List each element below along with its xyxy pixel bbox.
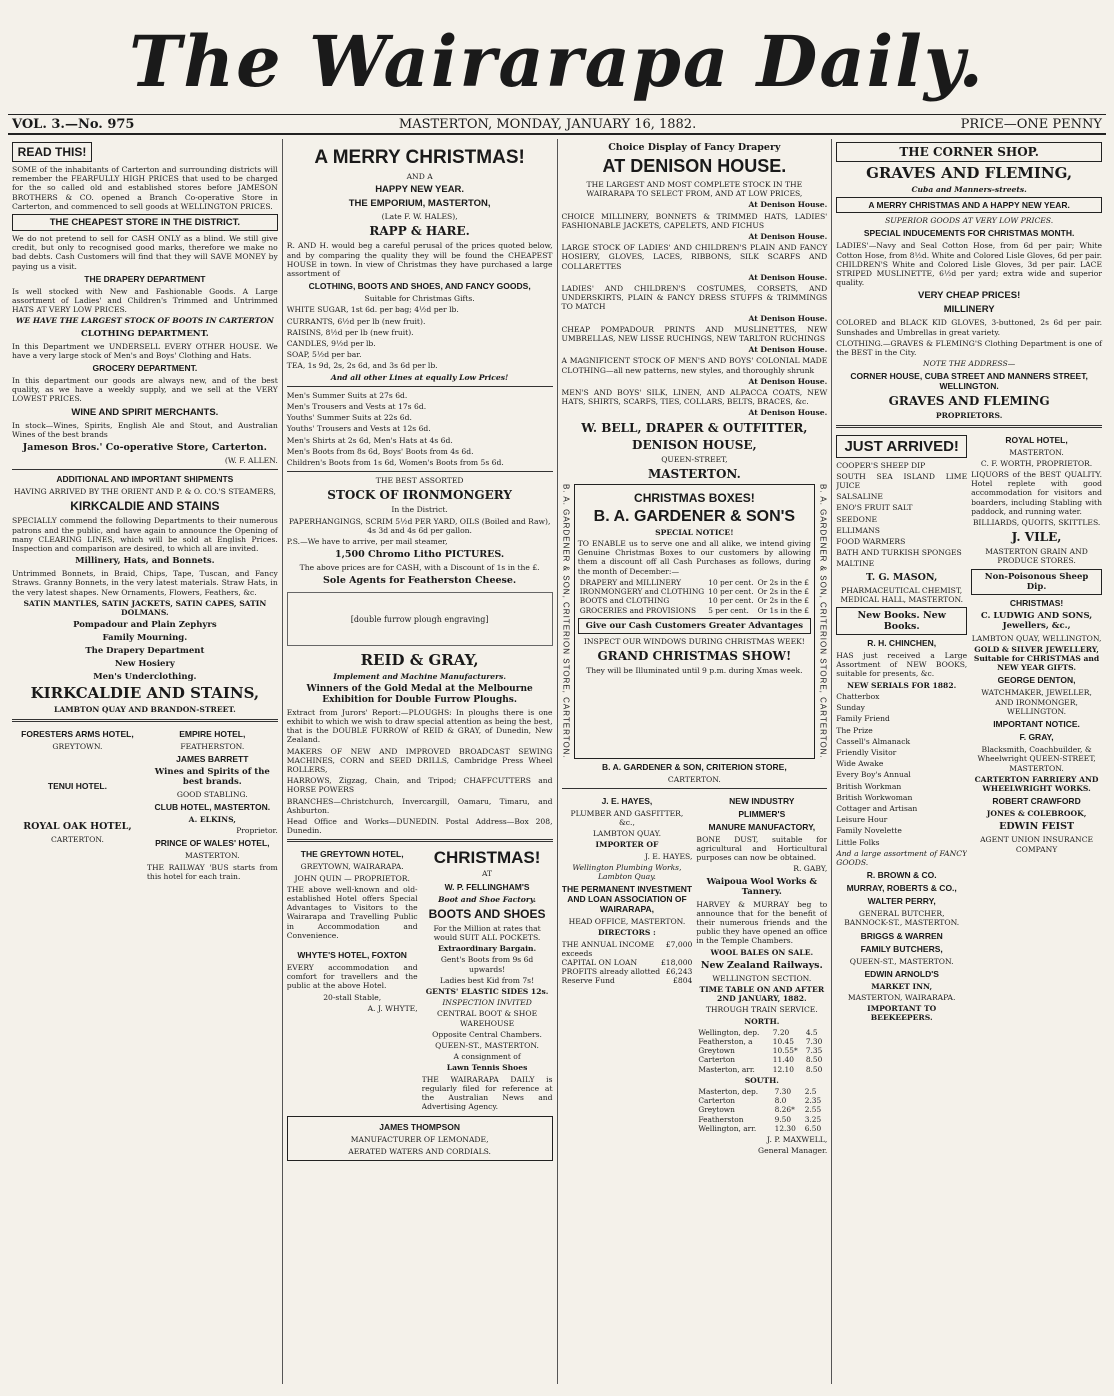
gray-sub: Blacksmith, Coachbuilder, & Wheelwright QUEEN-STREET, MASTERTON. bbox=[977, 745, 1096, 773]
table-row: Greytown 10.55* 7.35 bbox=[698, 1046, 823, 1056]
christmas-boxes: CHRISTMAS BOXES! bbox=[634, 490, 755, 505]
arrived-item: SOUTH SEA ISLAND LIME JUICE bbox=[836, 471, 968, 491]
masthead bbox=[8, 6, 1106, 115]
south-timetable bbox=[696, 1087, 827, 1133]
divider bbox=[562, 788, 828, 789]
kirkcaldie-heading: KIRKCALDIE AND STAINS bbox=[70, 499, 220, 514]
for-million: For the Million at rates that would SUIT ALL POCKETS. bbox=[433, 923, 541, 942]
read-this-heading: READ THIS! bbox=[12, 142, 92, 162]
wool-bales: WOOL BALES ON SALE. bbox=[710, 947, 814, 957]
serial-item: British Workman bbox=[836, 781, 902, 791]
largest-stock: THE LARGEST AND MOST COMPLETE STOCK IN THE WAIRARAPA TO SELECT FROM, AND AT LOW PRICES, bbox=[586, 180, 803, 199]
table-row: Featherston, a 10.45 7.30 bbox=[698, 1037, 823, 1046]
sheep-dip: Non-Poisonous Sheep Dip. bbox=[971, 569, 1102, 595]
stalls: 20-stall Stable, bbox=[323, 992, 382, 1002]
elkins-name: A. ELKINS, bbox=[188, 814, 236, 824]
plough-illustration bbox=[287, 592, 553, 646]
boots-shoes-heading: BOOTS AND SHOES bbox=[428, 906, 546, 921]
column-4 bbox=[832, 139, 1106, 1384]
kirkcaldie-footer: KIRKCALDIE AND STAINS, bbox=[30, 684, 260, 703]
bell-heading: W. BELL, DRAPER & OUTFITTER, bbox=[581, 420, 808, 435]
graves-fleming: GRAVES AND FLEMING, bbox=[866, 164, 1073, 182]
newspaper-page bbox=[8, 6, 1106, 1384]
murray-roberts: MURRAY, ROBERTS & CO., bbox=[846, 883, 957, 894]
denison-house-heading: AT DENISON HOUSE. bbox=[602, 156, 787, 176]
gardener-ad bbox=[562, 484, 828, 759]
waipoua: Waipoua Wool Works & Tannery. bbox=[706, 876, 818, 897]
serial-item: Cottager and Artisan bbox=[836, 803, 918, 813]
divider bbox=[12, 719, 278, 722]
masterton: MASTERTON. bbox=[647, 466, 741, 481]
denton-sub: WATCHMAKER, JEWELLER, AND IRONMONGER, WELLINGTON. bbox=[981, 688, 1092, 716]
fund-row: Reserve Fund £804 bbox=[561, 976, 693, 986]
all-other-lines: And all other Lines at equally Low Prices! bbox=[330, 372, 509, 382]
ladies-kid: Ladies best Kid from 7s! bbox=[439, 975, 535, 985]
head-office: HEAD OFFICE, MASTERTON. bbox=[568, 917, 686, 927]
inspection: INSPECTION INVITED bbox=[442, 998, 532, 1008]
briggs-warren: BRIGGS & WARREN bbox=[860, 930, 943, 941]
arrived-item: SALSALINE bbox=[836, 492, 883, 502]
serial-item: Little Folks bbox=[836, 837, 880, 847]
mason-name: T. G. MASON, bbox=[866, 571, 938, 583]
jameson-intro: SOME of the inhabitants of Carterton and surrounding districts will remember the FEARFULLY HIGH PRICES that used to be charged for the so called old and established stores before JAMESON BROTHERS & CO. opened a Branch Co-operative Store in Carterton, and commenced to sell goods at WELLINGTON PRICES. bbox=[12, 165, 278, 211]
new-books: New Books. New Books. bbox=[836, 607, 967, 635]
millinery-heading: Millinery, Hats, and Bonnets. bbox=[75, 556, 215, 567]
wines-heading: Wines and Spirits of the best brands. bbox=[154, 766, 270, 787]
gaby: R. GABY, bbox=[793, 864, 828, 874]
lambton-quay: LAMBTON QUAY. bbox=[592, 829, 662, 839]
walter-sub: GENERAL BUTCHER, BANNOCK-ST., MASTERTON. bbox=[844, 909, 960, 928]
plumber: PLUMBER AND GASFITTER, &c., bbox=[570, 808, 684, 827]
hayes-name: J. E. HAYES, bbox=[601, 795, 653, 806]
serial-item: Sunday bbox=[836, 703, 865, 713]
importer: IMPORTER OF bbox=[595, 840, 659, 850]
serial-item: Chatterbox bbox=[836, 691, 880, 701]
gardener-footer: B. A. GARDENER & SON, CRITERION STORE, bbox=[602, 761, 787, 772]
column-1 bbox=[8, 139, 283, 1384]
maxwell: J. P. MAXWELL, bbox=[767, 1135, 828, 1145]
walter-perry: WALTER PERRY, bbox=[867, 896, 936, 907]
cheapest-body: We do not pretend to sell for CASH ONLY as a blind. We still give credit, but only to recognised good marks, therefore we make no bad debts. Cash Customers will find that they will SAVE MONEY by paying us a visit. bbox=[12, 234, 278, 271]
happy-new-year: HAPPY NEW YEAR. bbox=[375, 184, 465, 196]
queen-st: QUEEN-ST., MASTERTON. bbox=[849, 956, 954, 966]
greytown-location: GREYTOWN, WAIRARAPA. bbox=[300, 862, 404, 872]
important-notice: IMPORTANT NOTICE. bbox=[993, 719, 1080, 730]
special-inducements: SPECIAL INDUCEMENTS FOR CHRISTMAS MONTH. bbox=[863, 228, 1075, 239]
whyte-signature: A. J. WHYTE, bbox=[367, 1003, 418, 1013]
elkins-title: Proprietor. bbox=[236, 826, 278, 836]
column-3 bbox=[558, 139, 833, 1384]
divider bbox=[287, 839, 553, 842]
gents-boots: Gent's Boots from 9s 6d upwards! bbox=[440, 955, 534, 974]
harvey-murray: HARVEY & MURRAY beg to announce that for the benefit of their numerous friends and the public they have opened an office in the Temple Chambers. bbox=[696, 899, 828, 946]
bone-dust: BONE DUST, suitable for agricultural and Horticultural purposes can now be obtained. bbox=[696, 834, 828, 863]
discount-table bbox=[578, 578, 811, 615]
arrived-item: MALTINE bbox=[836, 559, 875, 569]
royal-oak-location: CARTERTON. bbox=[50, 834, 104, 844]
divider bbox=[287, 471, 553, 472]
beekeepers: IMPORTANT TO BEEKEEPERS. bbox=[867, 1004, 937, 1023]
denison-item: LADIES' AND CHILDREN'S COSTUMES, CORSETS, AND UNDERSKIRTS, PLAIN & FANCY DRESS STUFFS & TRIMMINGS TO MATCH bbox=[561, 284, 828, 312]
good-stabling: GOOD STABLING. bbox=[176, 789, 248, 799]
denton-name: GEORGE DENTON, bbox=[997, 675, 1076, 686]
jameson-signature: (W. F. ALLEN. bbox=[224, 456, 278, 466]
table-row: IRONMONGERY and CLOTHING 10 per cent. Or 2s in the £ bbox=[579, 587, 810, 597]
inspect-windows: INSPECT OUR WINDOWS DURING CHRISTMAS WEEK! bbox=[583, 636, 805, 646]
mantles-line: SATIN MANTLES, SATIN JACKETS, SATIN CAPES, SATIN DOLMANS. bbox=[23, 598, 267, 618]
gardener-body-box bbox=[574, 484, 815, 759]
family-butchers: FAMILY BUTCHERS, bbox=[860, 943, 943, 954]
brown-co: R. BROWN & CO. bbox=[866, 870, 937, 881]
arrived-item: BATH AND TURKISH SPONGES bbox=[836, 548, 962, 558]
suit-item: Men's Shirts at 2s 6d, Men's Hats at 4s 6d. bbox=[286, 435, 453, 445]
empire-heading: EMPIRE HOTEL, bbox=[179, 728, 246, 739]
arrived-item: COOPER'S SHEEP DIP bbox=[836, 460, 926, 470]
serial-item: Family Friend bbox=[836, 714, 890, 724]
drapery2-heading: The Drapery Department bbox=[85, 646, 205, 657]
denison-item: MEN'S AND BOYS' SILK, LINEN, AND ALPACCA COATS, NEW HATS, SHIRTS, SCARFS, TIES, COLLARS, BELTS, BRACES, &c. bbox=[561, 388, 828, 407]
gray-name: F. GRAY, bbox=[1019, 732, 1054, 743]
and-a: AND A bbox=[406, 172, 433, 181]
at-denison: At Denison House. bbox=[748, 232, 828, 242]
table-row: GROCERIES and PROVISIONS 5 per cent. Or 1s in the £ bbox=[579, 605, 810, 615]
illuminated: They will be Illuminated until 9 p.m. during Xmas week. bbox=[586, 665, 803, 675]
reid-gray-sub: Implement and Machine Manufacturers. bbox=[333, 672, 507, 682]
superior-goods: SUPERIOR GOODS AT VERY LOW PRICES. bbox=[885, 216, 1054, 226]
serial-item: Friendly Visitor bbox=[836, 747, 897, 757]
serial-item: Cassell's Almanack bbox=[836, 736, 911, 746]
table-row: Carterton 11.40 8.50 bbox=[698, 1055, 823, 1065]
table-row: Carterton 8.0 2.35 bbox=[698, 1096, 822, 1106]
corner-shop: THE CORNER SHOP. bbox=[836, 142, 1102, 162]
whytes-heading: WHYTE'S HOTEL, FOXTON bbox=[297, 949, 407, 960]
divider bbox=[836, 425, 1102, 428]
at-denison: At Denison House. bbox=[748, 272, 828, 282]
denison-item: LARGE STOCK OF LADIES' AND CHILDREN'S PLAIN AND FANCY HOSIERY, GLOVES, LACES, RIBBONS, SILK SCARFS AND COLLARETTES bbox=[561, 243, 828, 271]
cuba-manners: Cuba and Manners-streets. bbox=[911, 185, 1027, 194]
railway-bus: THE RAILWAY 'BUS starts from this hotel for each train. bbox=[146, 862, 278, 881]
best-assorted: THE BEST ASSORTED bbox=[375, 476, 464, 486]
plough-caption: [double furrow plough engraving] bbox=[350, 614, 489, 624]
fund-row: PROFITS already allotted £6,243 bbox=[561, 967, 693, 977]
ps-note: P.S.—We have to arrive, per mail steamer, bbox=[286, 537, 448, 547]
union-insurance: AGENT UNION INSURANCE COMPANY bbox=[980, 835, 1094, 854]
grocery-body: In this department our goods are always new, and of the best quality, as we have a weekly supply, and we sell at the VERY LOWEST PRICES. bbox=[12, 376, 278, 404]
vile-name: J. VILE, bbox=[1011, 530, 1062, 545]
greytown-heading: THE GREYTOWN HOTEL, bbox=[300, 849, 404, 860]
carterton: CARTERTON. bbox=[667, 774, 721, 784]
column-2 bbox=[283, 139, 558, 1384]
late-hales: (Late F. W. HALES), bbox=[381, 212, 458, 222]
market-inn: MARKET INN, bbox=[871, 981, 933, 991]
prince-heading: PRINCE OF WALES' HOTEL, bbox=[155, 838, 270, 849]
table-row: Masterton, dep. 7.30 2.5 bbox=[698, 1087, 817, 1097]
table-row: Wellington, arr. 12.30 6.50 bbox=[698, 1123, 822, 1133]
at: AT bbox=[481, 869, 493, 879]
tennis-shoes: Lawn Tennis Shoes bbox=[446, 1063, 528, 1073]
new-industry: NEW INDUSTRY bbox=[729, 795, 795, 806]
gardener-vertical-right: B. A. GARDENER & SON, CRITERION STORE, CARTERTON. bbox=[818, 483, 828, 759]
divider bbox=[287, 386, 553, 387]
worth: C. F. WORTH, PROPRIETOR. bbox=[980, 458, 1093, 468]
columns bbox=[8, 139, 1106, 1384]
very-cheap: VERY CHEAP PRICES! bbox=[918, 290, 1021, 302]
whytes-body: EVERY accommodation and comfort for travellers and the public at the above Hotel. bbox=[286, 962, 418, 991]
table-row: Wellington, dep. 7.20 4.5 bbox=[698, 1027, 818, 1037]
feist: EDWIN FEIST bbox=[999, 821, 1075, 833]
at-denison: At Denison House. bbox=[748, 376, 828, 386]
merry-christmas: A MERRY CHRISTMAS AND A HAPPY NEW YEAR. bbox=[836, 197, 1102, 213]
clothing-body: In this Department we UNDERSELL EVERY OTHER HOUSE. We have a very large stock of Men's and Boys' Clothing and Hats. bbox=[12, 341, 278, 360]
price-item: CURRANTS, 6½d per lb (new fruit). bbox=[286, 316, 426, 326]
queen-street: QUEEN-ST., MASTERTON. bbox=[435, 1040, 539, 1050]
denison-house-name: DENISON HOUSE, bbox=[632, 437, 757, 452]
table-row: BOOTS and CLOTHING 10 per cent. Or 2s in the £ bbox=[579, 596, 810, 606]
makers: MAKERS OF NEW AND IMPROVED BROADCAST SEWING MACHINES, CORN and SEED DRILLS, Cambridge Press Wheel ROLLERS, bbox=[286, 746, 553, 774]
serial-item: Wide Awake bbox=[836, 759, 884, 769]
millinery-body: Untrimmed Bonnets, in Braid, Chips, Tape, Tuscan, and Fancy Straws. Granny Bonnets, in the very latest materials. Straw Hats, in the very latest shapes. New Ornaments, Flowers, Feathers, &c. bbox=[12, 569, 278, 597]
mourning-heading: Family Mourning. bbox=[102, 633, 188, 644]
issue-date: MASTERTON, MONDAY, JANUARY 16, 1882. bbox=[398, 116, 697, 132]
prince-location: MASTERTON. bbox=[185, 851, 240, 861]
central-warehouse: CENTRAL BOOT & SHOE WAREHOUSE bbox=[436, 1009, 538, 1028]
reid-gray-body: Extract from Jurors' Report:—PLOUGHS: In ploughs there is one exhibit to which we wish to draw special attention as being the best, that is the DOUBLE FURROW of REID & GRAY, of Dunedin, New Zealand. bbox=[286, 707, 553, 745]
ludwig-location: LAMBTON QUAY, WELLINGTON, bbox=[971, 633, 1102, 643]
empire-location: FEATHERSTON. bbox=[180, 741, 245, 751]
tenui-heading: TENUI HOTEL. bbox=[47, 780, 107, 791]
ironmongery-heading: STOCK OF IRONMONGERY bbox=[327, 488, 512, 503]
chinchen-name: R. H. CHINCHEN, bbox=[867, 638, 937, 649]
wine-heading: WINE AND SPIRIT MERCHANTS. bbox=[71, 406, 219, 418]
foresters-heading: FORESTERS ARMS HOTEL, bbox=[21, 728, 134, 739]
arrived-item: SEEDONE bbox=[836, 514, 878, 524]
denison-item: CHEAP POMPADOUR PRINTS AND MUSLINETTES, NEW UMBRELLAS, NEW LISSE RUCHINGS, NEW TARLTON RUCHINGS bbox=[561, 324, 828, 344]
hayes-signature: J. E. HAYES, bbox=[645, 851, 693, 861]
rapp-hare-heading: RAPP & HARE. bbox=[369, 224, 470, 239]
arrived-item: ENO'S FRUIT SALT bbox=[836, 503, 913, 513]
price-item: WHITE SUGAR, 1st 6d. per bag; 4½d per lb. bbox=[286, 305, 459, 315]
jameson-store-name: Jameson Bros.' Co-operative Store, Carterton. bbox=[22, 442, 267, 454]
crawford: ROBERT CRAWFORD bbox=[992, 796, 1081, 807]
serial-item: Every Boy's Annual bbox=[836, 770, 911, 780]
price: PRICE—ONE PENNY bbox=[960, 116, 1102, 132]
market-masterton: MASTERTON, WAIRARAPA. bbox=[847, 992, 956, 1002]
christmas: CHRISTMAS! bbox=[1009, 597, 1064, 608]
boot-factory: Boot and Shoe Factory. bbox=[438, 894, 537, 904]
new-serials: NEW SERIALS FOR 1882. bbox=[847, 680, 957, 690]
wairarapa-daily-notice: THE WAIRARAPA DAILY is regularly filed for reference at the Australian News and Advertising Agency. bbox=[421, 1074, 553, 1112]
divider bbox=[12, 469, 278, 470]
hayes-sub: Wellington Plumbing Works, Lambton Quay. bbox=[572, 862, 682, 881]
barrett-name: JAMES BARRETT bbox=[176, 753, 249, 764]
underclothing-heading: Men's Underclothing. bbox=[93, 672, 197, 683]
through-service: THROUGH TRAIN SERVICE. bbox=[705, 1005, 818, 1015]
millinery: MILLINERY bbox=[943, 304, 995, 316]
denison-item: A MAGNIFICENT STOCK OF MEN'S AND BOYS' COLONIAL MADE CLOTHING—all new patterns, new styles, and thoroughly shrunk bbox=[561, 356, 828, 375]
suit-item: Youths' Summer Suits at 22s 6d. bbox=[286, 413, 412, 423]
colebrook: JONES & COLEBROOK, bbox=[986, 809, 1087, 819]
royal-location: MASTERTON. bbox=[1009, 447, 1064, 457]
vile-sub: MASTERTON GRAIN AND PRODUCE STORES. bbox=[985, 547, 1088, 566]
clothing-heading: CLOTHING DEPARTMENT. bbox=[80, 328, 209, 339]
drapery-heading: THE DRAPERY DEPARTMENT bbox=[84, 273, 206, 284]
elastic-sides: GENTS' ELASTIC SIDES 12s. bbox=[425, 986, 549, 996]
volume-number: VOL. 3.—No. 975 bbox=[12, 116, 135, 132]
graves-body: LADIES'—Navy and Seal Cotton Hose, from 6d per pair; White Cotton Hose, from 8½d. White and Colored Lisle Gloves, 6d per pair. CHILDREN'S White and Colored Lisle Gloves, 3d per pair. LACE STRIPED MUSLINETTE, 6½d per yard; extra wide and superior quality. bbox=[836, 241, 1102, 288]
north-label: NORTH. bbox=[744, 1016, 780, 1026]
fund-row: THE ANNUAL INCOME exceeds £7,000 bbox=[561, 939, 693, 958]
mason-sub: PHARMACEUTICAL CHEMIST, MEDICAL HALL, MASTERTON. bbox=[840, 585, 964, 604]
grocery-heading: GROCERY DEPARTMENT. bbox=[92, 363, 198, 374]
pompadour-heading: Pompadour and Plain Zephyrs bbox=[73, 620, 217, 631]
christmas-heading: CHRISTMAS! bbox=[433, 848, 541, 868]
reid-gray-heading: REID & GRAY, bbox=[360, 651, 479, 670]
gardener-vertical-left: B. A. GARDENER & SON, CRITERION STORE, CARTERTON. bbox=[561, 483, 571, 759]
arrived-line: HAVING ARRIVED BY THE ORIENT AND P. & O. CO.'S STEAMERS, bbox=[13, 487, 276, 497]
railways-heading: New Zealand Railways. bbox=[700, 959, 823, 971]
suit-item: Youths' Trousers and Vests at 12s 6d. bbox=[286, 424, 431, 434]
paperhangings: PAPERHANGINGS, SCRIM 5½d PER YARD, OILS (Boiled and Raw), 4s 3d and 4s 6d per gallon. bbox=[288, 516, 551, 535]
at-denison: At Denison House. bbox=[748, 313, 828, 323]
boots-line: WE HAVE THE LARGEST STOCK OF BOOTS IN CARTERTON bbox=[15, 316, 274, 326]
price-list bbox=[287, 305, 553, 370]
merry-christmas-heading: A MERRY CHRISTMAS! bbox=[314, 147, 525, 168]
fancy-goods: And a large assortment of FANCY GOODS. bbox=[836, 848, 968, 867]
give-cash: Give our Cash Customers Greater Advantages bbox=[578, 618, 811, 634]
serial-item: Leisure Hour bbox=[836, 815, 888, 825]
foresters-location: GREYTOWN. bbox=[52, 741, 103, 751]
chinchen-body: HAS just received a Large Assortment of NEW BOOKS, suitable for presents, &c. bbox=[836, 651, 968, 679]
general-manager: General Manager. bbox=[758, 1146, 828, 1156]
greytown-body: THE above well-known and old-established Hotel offers Special Advantages to Visitors to the Wairarapa and Travelling Public in Accommodation and Convenience. bbox=[286, 884, 418, 940]
edwin-arnold: EDWIN ARNOLD'S bbox=[864, 968, 939, 979]
clothing-boots-heading: CLOTHING, BOOTS AND SHOES, AND FANCY GOODS, bbox=[308, 281, 531, 292]
royal-hotel: ROYAL HOTEL, bbox=[1005, 434, 1068, 445]
gold-silver: GOLD & SILVER JEWELLERY, Suitable for CHRISTMAS and NEW YEAR GIFTS. bbox=[973, 644, 1100, 673]
in-district: In the District. bbox=[391, 505, 448, 515]
ludwig: C. LUDWIG AND SONS, Jewellers, &c., bbox=[980, 610, 1093, 631]
opposite-chambers: Opposite Central Chambers. bbox=[432, 1029, 542, 1039]
lower-col4 bbox=[836, 432, 1102, 1025]
dateline bbox=[8, 115, 1106, 135]
price-item: CANDLES, 9½d per lb. bbox=[286, 339, 376, 349]
chromo-pictures: 1,500 Chromo Litho PICTURES. bbox=[334, 549, 505, 561]
emporium-heading: THE EMPORIUM, MASTERTON, bbox=[348, 198, 491, 210]
suits-list bbox=[287, 391, 553, 467]
at-denison: At Denison House. bbox=[748, 200, 828, 210]
suit-item: Children's Boots from 1s 6d, Women's Boots from 5s 6d. bbox=[286, 458, 504, 468]
head-office: Head Office and Works—DUNEDIN. Postal Address—Box 208, Dunedin. bbox=[286, 816, 553, 836]
gold-medal: Winners of the Gold Medal at the Melbourne Exhibition for Double Furrow Ploughs. bbox=[306, 683, 533, 705]
price-item: TEA, 1s 9d, 2s, 2s 6d, and 3s 6d per lb. bbox=[286, 361, 438, 371]
wine-body: In stock—Wines, Spirits, English Ale and Stout, and Australian Wines of the best brands bbox=[12, 420, 278, 439]
permanent-investment: THE PERMANENT INVESTMENT AND LOAN ASSOCIATION OF WAIRARAPA, bbox=[561, 884, 693, 915]
royal-body: LIQUORS of the BEST QUALITY. Hotel replete with good accommodation for visitors and boarders, including Stabling with paddock, and running water. bbox=[971, 470, 1102, 516]
newspaper-title: The Wairarapa Daily. bbox=[129, 20, 985, 103]
lemonade: MANUFACTURER OF LEMONADE, bbox=[350, 1135, 489, 1145]
rapp-hare-body: R. AND H. would beg a careful perusal of the prices quoted below, and by comparing the quality they will be found the CHEAPEST HOUSE in town. In view of Christmas they have purchased a large assortment of bbox=[286, 241, 553, 279]
timetable-heading: TIME TABLE ON AND AFTER 2ND JANUARY, 1882. bbox=[699, 984, 825, 1004]
sole-agents: Sole Agents for Featherston Cheese. bbox=[323, 575, 517, 587]
choice-display: Choice Display of Fancy Drapery bbox=[608, 142, 781, 153]
grand-show: GRAND CHRISTMAS SHOW! bbox=[597, 648, 792, 663]
corner-address: CORNER HOUSE, CUBA STREET AND MANNERS STREET, WELLINGTON. bbox=[850, 371, 1088, 392]
farriery: CARTERTON FARRIERY AND WHEELWRIGHT WORKS. bbox=[974, 774, 1099, 793]
arrived-item: ELLIMANS bbox=[836, 525, 880, 535]
special-notice: SPECIAL NOTICE! bbox=[655, 527, 734, 537]
hosiery-heading: New Hosiery bbox=[114, 659, 175, 670]
denison-item: CHOICE MILLINERY, BONNETS & TRIMMED HATS, LADIES' FASHIONABLE JACKETS, CAPELETS, AND FICHUS bbox=[561, 211, 828, 230]
price-item: SOAP, 5½d per bar. bbox=[286, 350, 362, 360]
just-arrived: JUST ARRIVED! bbox=[836, 435, 967, 458]
additional-heading: ADDITIONAL AND IMPORTANT SHIPMENTS bbox=[56, 474, 234, 485]
plimmers: PLIMMER'S bbox=[738, 808, 786, 819]
billiards: BILLIARDS, QUOITS, SKITTLES. bbox=[972, 518, 1101, 528]
directors: DIRECTORS : bbox=[598, 928, 656, 938]
north-timetable bbox=[696, 1028, 827, 1074]
lower-col2 bbox=[287, 846, 553, 1113]
serial-item: The Prize bbox=[836, 725, 873, 735]
suit-item: Men's Boots from 8s 6d, Boys' Boots from 4s 6d. bbox=[286, 446, 474, 456]
cash-discount-note: The above prices are for CASH, with a Discount of 1s in the £. bbox=[299, 563, 540, 573]
wellington-section: WELLINGTON SECTION. bbox=[712, 973, 812, 983]
arrived-item: FOOD WARMERS bbox=[836, 537, 906, 547]
graves-fleming-footer: GRAVES AND FLEMING bbox=[888, 394, 1050, 409]
gardener-name: B. A. GARDENER & SON'S bbox=[593, 507, 796, 525]
thompson-ad bbox=[287, 1116, 553, 1160]
queen-street: QUEEN-STREET, bbox=[661, 454, 728, 464]
kirkcaldie-body: SPECIALLY commend the following Departments to their numerous patrons and the public, and have again to announce the Opening of many CLEARING LINES, which will be sold at English Prices. Inspection and comparison are desired, to which all are invited. bbox=[12, 516, 278, 554]
lower-col3 bbox=[562, 793, 828, 1158]
table-row: Masterton, arr. 12.10 8.50 bbox=[698, 1064, 823, 1074]
serial-item: Family Novelette bbox=[836, 826, 902, 836]
extraordinary: Extraordinary Bargain. bbox=[438, 944, 537, 954]
royal-oak-heading: ROYAL OAK HOTEL, bbox=[23, 820, 132, 832]
price-item: RAISINS, 8½d per lb (new fruit). bbox=[286, 327, 414, 337]
hotels-block bbox=[12, 726, 278, 883]
serial-item: British Workwoman bbox=[836, 792, 913, 802]
kirkcaldie-address: LAMBTON QUAY AND BRANDON-STREET. bbox=[54, 705, 236, 715]
table-row: DRAPERY and MILLINERY 10 per cent. Or 2s in the £ bbox=[579, 577, 810, 587]
at-denison: At Denison House. bbox=[748, 408, 828, 418]
harrows: HARROWS, Zigzag, Chain, and Tripod; CHAFFCUTTERS and HORSE POWERS bbox=[286, 776, 553, 795]
suitable-gifts: Suitable for Christmas Gifts. bbox=[364, 294, 475, 304]
at-denison: At Denison House. bbox=[748, 345, 828, 355]
note-address: NOTE THE ADDRESS— bbox=[922, 359, 1016, 369]
table-row: Greytown 8.26* 2.55 bbox=[698, 1105, 822, 1115]
aerated: AERATED WATERS AND CORDIALS. bbox=[348, 1146, 491, 1156]
clothing-body: CLOTHING.—GRAVES & FLEMING'S Clothing Department is one of the BEST in the City. bbox=[836, 338, 1102, 358]
suit-item: Men's Trousers and Vests at 17s 6d. bbox=[286, 402, 427, 412]
branches: BRANCHES—Christchurch, Invercargill, Oamaru, Timaru, and Ashburton. bbox=[286, 796, 553, 815]
south-label: SOUTH. bbox=[744, 1075, 779, 1085]
proprietors: PROPRIETORS. bbox=[935, 411, 1003, 421]
suit-item: Men's Summer Suits at 27s 6d. bbox=[286, 390, 408, 400]
consignment: A consignment of bbox=[453, 1052, 521, 1062]
fund-row: CAPITAL ON LOAN £18,000 bbox=[561, 957, 693, 967]
club-hotel-heading: CLUB HOTEL, MASTERTON. bbox=[154, 801, 271, 812]
cheapest-store-heading: THE CHEAPEST STORE IN THE DISTRICT. bbox=[12, 214, 278, 231]
thompson-name: JAMES THOMPSON bbox=[379, 1122, 460, 1133]
gardener-body: TO ENABLE us to serve one and all alike, we intend giving Genuine Christmas Boxes to our customers by allowing them a discount off all Cash Purchases as follows, during the month of December:— bbox=[577, 539, 812, 576]
fellingham-name: W. P. FELLINGHAM'S bbox=[444, 881, 530, 892]
millinery-body: COLORED and BLACK KID GLOVES, 3-buttoned, 2s 6d per pair. Sunshades and Umbrellas in great variety. bbox=[836, 318, 1102, 337]
john-quin: JOHN QUIN — PROPRIETOR. bbox=[294, 873, 410, 883]
drapery-body: Is well stocked with New and Fashionable Goods. A Large assortment of Ladies' and Children's Trimmed and Untrimmed HATS AT VERY LOW PRICES. bbox=[12, 286, 278, 315]
manure-factory: MANURE MANUFACTORY, bbox=[708, 821, 816, 832]
table-row: Featherston 9.50 3.25 bbox=[698, 1114, 822, 1124]
